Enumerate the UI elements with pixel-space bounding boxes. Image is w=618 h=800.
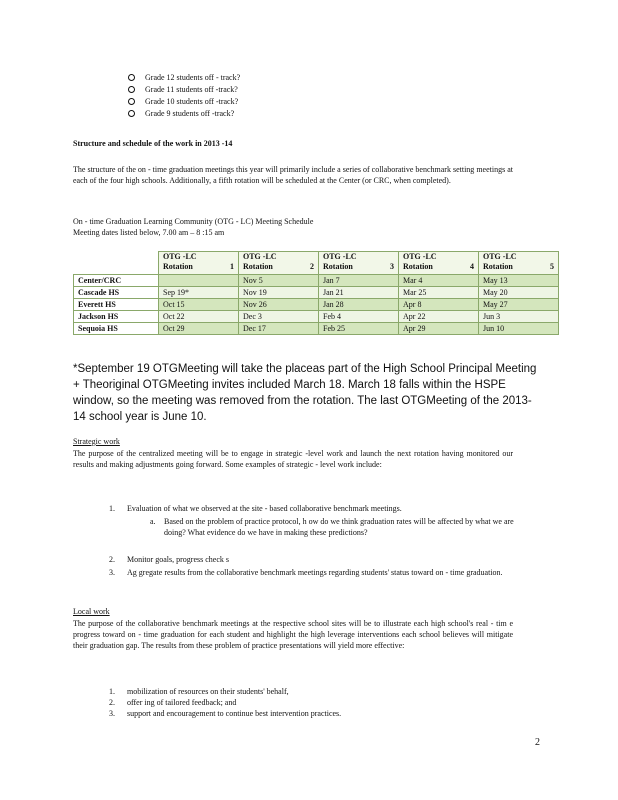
table-cell: Oct 15 [159, 299, 239, 311]
table-cell: May 20 [479, 287, 559, 299]
bullet-item: Grade 12 students off - track? [128, 71, 240, 83]
table-cell: Mar 4 [399, 275, 479, 287]
row-label: Sequoia HS [74, 323, 159, 335]
strategic-heading: Strategic work [73, 437, 120, 446]
table-cell: Dec 17 [239, 323, 319, 335]
table-cell [159, 275, 239, 287]
strategic-paragraph: The purpose of the centralized meeting will be to engage in strategic -level work and launch the next rotation having monitored our results and making adjustments going forward. Some examples of strategic - level work include: [73, 449, 513, 469]
table-row [74, 311, 559, 323]
strategic-subitem: a. Based on the problem of practice protocol, h ow do we think graduation rates will be affected by what we are doing? What evidence do we have in making these predictions? [150, 517, 514, 537]
circle-bullet-icon [128, 110, 135, 117]
table-row [74, 299, 559, 311]
table-cell: Mar 25 [399, 287, 479, 299]
table-cell: May 27 [479, 299, 559, 311]
rotation-header: OTG -LC Rotation 5 [479, 252, 559, 275]
grade-bullet-list [128, 71, 240, 119]
table-cell: Apr 29 [399, 323, 479, 335]
list-item: 2. Monitor goals, progress check s [109, 555, 229, 564]
row-label: Cascade HS [74, 287, 159, 299]
table-row [74, 323, 559, 335]
schedule-table [73, 251, 559, 335]
table-cell: Oct 29 [159, 323, 239, 335]
bullet-item: Grade 10 students off -track? [128, 95, 240, 107]
table-cell: Jan 28 [319, 299, 399, 311]
local-list [109, 686, 529, 719]
table-cell: Jun 10 [479, 323, 559, 335]
table-cell: Jan 7 [319, 275, 399, 287]
strategic-list-continued [109, 554, 529, 578]
table-cell: Feb 4 [319, 311, 399, 323]
table-row [74, 275, 559, 287]
table-cell: Apr 22 [399, 311, 479, 323]
row-label: Center/CRC [74, 275, 159, 287]
local-paragraph: The purpose of the collaborative benchmark meetings at the respective school sites will be to illustrate each high school's real - tim e progress toward on - time graduation for each student and highlight the high leverage interventions each school believes will mitigate their graduation gap. The results from these problem of practice presentations will yield more effective: [73, 619, 513, 650]
list-item: 2. offer ing of tailored feedback; and [109, 698, 237, 707]
page-number: 2 [535, 737, 540, 748]
list-item: 3. Ag gregate results from the collaborative benchmark meetings regarding students' status toward on - time graduation. [109, 568, 503, 577]
circle-bullet-icon [128, 74, 135, 81]
strategic-list [109, 503, 529, 514]
schedule-time: Meeting dates listed below, 7.00 am – 8 :15 am [73, 228, 225, 237]
local-heading: Local work [73, 607, 110, 616]
circle-bullet-icon [128, 86, 135, 93]
table-cell: Apr 8 [399, 299, 479, 311]
structure-heading: Structure and schedule of the work in 2013 -14 [73, 139, 233, 148]
list-item: 3. support and encouragement to continue best intervention practices. [109, 709, 342, 718]
structure-paragraph: The structure of the on - time graduation meetings this year will primarily include a series of collaborative benchmark setting meetings at each of the four high schools. Additionally, a fifth rotation will be scheduled at the Center (or CRC, when completed). [73, 165, 513, 185]
bullet-item: Grade 9 students off -track? [128, 107, 240, 119]
list-item: 1. mobilization of resources on their students' behalf, [109, 687, 289, 696]
row-label: Everett HS [74, 299, 159, 311]
table-cell: Feb 25 [319, 323, 399, 335]
rotation-header: OTG -LC Rotation 2 [239, 252, 319, 275]
table-row [74, 287, 559, 299]
table-cell: Nov 5 [239, 275, 319, 287]
list-item: 1. Evaluation of what we observed at the site - based collaborative benchmark meetings. [109, 504, 402, 513]
table-cell: Jan 21 [319, 287, 399, 299]
rotation-header: OTG -LC Rotation 1 [159, 252, 239, 275]
bullet-item: Grade 11 students off -track? [128, 83, 240, 95]
circle-bullet-icon [128, 98, 135, 105]
table-cell: Nov 19 [239, 287, 319, 299]
schedule-title: On - time Graduation Learning Community (OTG - LC) Meeting Schedule [73, 217, 314, 226]
note-line-2: + Theoriginal OTGMeeting invites included March 18. March 18 falls within the HSPE window, so the meeting was removed from the rotation. The last OTGMeeting of the 2013-14 school year is June 10. [73, 379, 532, 423]
note-line-1: *September 19 OTGMeeting will take the placeas part of the High School Principal Meeting [73, 363, 537, 375]
rotation-header: OTG -LC Rotation 4 [399, 252, 479, 275]
table-cell: Dec 3 [239, 311, 319, 323]
table-cell: Sep 19* [159, 287, 239, 299]
table-cell: Oct 22 [159, 311, 239, 323]
row-label: Jackson HS [74, 311, 159, 323]
table-cell: May 13 [479, 275, 559, 287]
table-header-row [74, 252, 559, 275]
schedule-note [73, 361, 543, 425]
table-cell: Jun 3 [479, 311, 559, 323]
table-cell: Nov 26 [239, 299, 319, 311]
rotation-header: OTG -LC Rotation 3 [319, 252, 399, 275]
